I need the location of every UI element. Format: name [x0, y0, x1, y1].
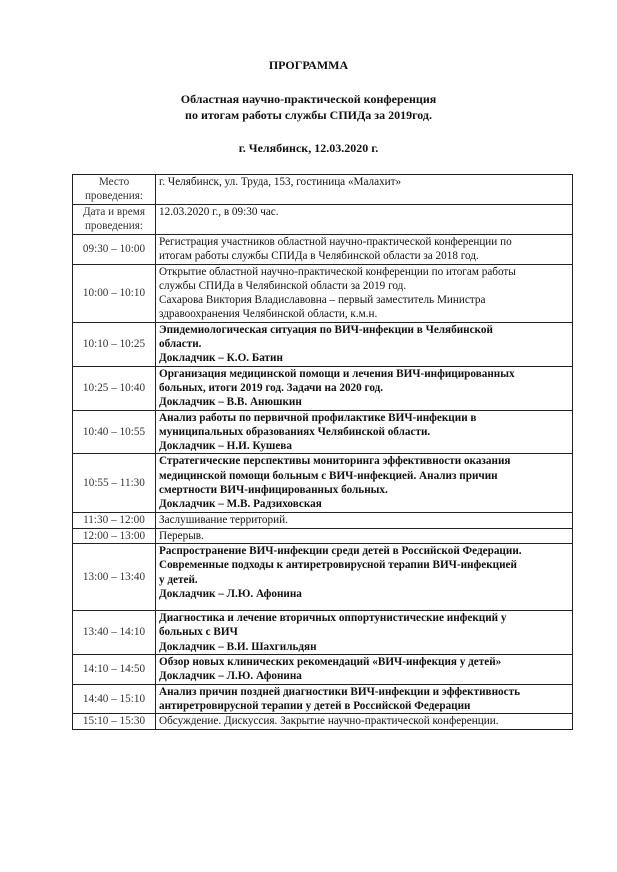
content-line: области.	[159, 338, 202, 351]
content-line: Обсуждение. Дискуссия. Закрытие научно-практической конференции.	[159, 715, 499, 728]
content-cell	[156, 366, 573, 410]
time-cell	[73, 234, 156, 264]
program-row	[73, 528, 573, 543]
program-row	[73, 410, 573, 454]
time-cell	[73, 655, 156, 685]
content-cell	[156, 175, 573, 205]
content-line: Стратегические перспективы мониторинга эффективности оказания	[159, 455, 511, 468]
content-cell	[156, 454, 573, 513]
time-cell	[73, 366, 156, 410]
program-row	[73, 513, 573, 528]
time-cell	[73, 410, 156, 454]
content-line: Обзор новых клинических рекомендаций «ВИЧ-инфекция у детей»	[159, 656, 502, 669]
time-text: проведения:	[84, 190, 144, 203]
content-cell	[156, 234, 573, 264]
content-line: Анализ работы по первичной профилактике ВИЧ-инфекции в	[159, 411, 477, 424]
content-line: здравоохранения Челябинской области, к.м.н.	[159, 308, 378, 321]
time-text: 15:10 – 15:30	[82, 715, 146, 728]
content-line: Распространение ВИЧ-инфекции среди детей в Российской Федерации.	[159, 545, 522, 558]
program-row	[73, 714, 573, 729]
time-text: Дата и время	[83, 205, 145, 218]
content-line: итогам работы службы СПИДа в Челябинской области за 2018 год.	[159, 249, 479, 262]
place-date: г. Челябинск, 12.03.2020 г.	[238, 141, 379, 155]
content-line: г. Челябинск, ул. Труда, 153, гостиница «Малахит»	[159, 176, 402, 188]
content-line: больных с ВИЧ	[159, 626, 238, 639]
time-cell	[73, 544, 156, 611]
time-cell	[73, 684, 156, 714]
time-text: 14:40 – 15:10	[82, 692, 146, 705]
time-text: 11:30 – 12:00	[83, 514, 145, 527]
program-row	[73, 175, 573, 205]
time-text: 09:30 – 10:00	[82, 242, 146, 255]
content-line: Докладчик – Л.Ю. Афонина	[159, 670, 302, 683]
content-line: Докладчик – К.О. Батин	[159, 352, 283, 365]
content-line: Докладчик – Л.Ю. Афонина	[159, 587, 302, 600]
content-line: больных, итоги 2019 год. Задачи на 2020 год.	[159, 381, 384, 394]
content-line: Докладчик – М.В. Радзиховская	[159, 498, 322, 511]
program-table	[72, 174, 573, 730]
time-text: 10:25 – 10:40	[82, 381, 146, 394]
content-cell	[156, 410, 573, 454]
time-cell	[73, 264, 156, 322]
subtitle-line-2: по итогам работы службы СПИДа за 2019год.	[185, 108, 432, 122]
content-line: Докладчик – Н.И. Кушева	[159, 440, 292, 453]
time-text: 10:55 – 11:30	[83, 477, 145, 490]
content-cell	[156, 513, 573, 528]
content-line: Заслушивание территорий.	[159, 514, 288, 527]
time-cell	[73, 322, 156, 366]
content-cell	[156, 655, 573, 685]
program-row	[73, 204, 573, 234]
time-text: 13:40 – 14:10	[82, 626, 146, 639]
time-cell	[73, 175, 156, 205]
content-cell	[156, 322, 573, 366]
content-line: у детей.	[159, 573, 198, 586]
time-text: Место	[98, 176, 130, 188]
content-line: медицинской помощи больным с ВИЧ-инфекцией. Анализ причин	[159, 469, 498, 482]
content-cell	[156, 544, 573, 611]
program-row	[73, 264, 573, 322]
content-line: службы СПИДа в Челябинской области за 2019 год.	[159, 279, 407, 292]
content-line: Перерыв.	[159, 529, 204, 542]
content-line: Диагностика и лечение вторичных оппортунистические инфекций у	[159, 612, 507, 625]
content-line: антиретровирусной терапии у детей в Российской Федерации	[159, 699, 471, 712]
content-line: Организация медицинской помощи и лечения ВИЧ-инфицированных	[159, 367, 515, 380]
time-cell	[73, 454, 156, 513]
content-line: Регистрация участников областной научно-практической конференции по	[159, 235, 512, 248]
time-text: 14:10 – 14:50	[82, 663, 146, 676]
content-line: Эпидемиологическая ситуация по ВИЧ-инфекции в Челябинской	[159, 323, 493, 336]
program-row	[73, 611, 573, 655]
program-row	[73, 322, 573, 366]
time-cell	[73, 528, 156, 543]
content-cell	[156, 528, 573, 543]
program-row	[73, 544, 573, 611]
content-line: Современные подходы к антиретровирусной терапии ВИЧ-инфекцией	[159, 559, 517, 572]
time-text: 12:00 – 13:00	[82, 529, 146, 542]
time-cell	[73, 513, 156, 528]
time-cell	[73, 204, 156, 234]
time-text: 13:00 – 13:40	[82, 570, 146, 583]
program-row	[73, 366, 573, 410]
time-text: проведения:	[84, 220, 144, 233]
content-line: Докладчик – В.И. Шахгильдян	[159, 640, 317, 653]
program-row	[73, 684, 573, 714]
program-row	[73, 234, 573, 264]
content-cell	[156, 714, 573, 729]
content-cell	[156, 684, 573, 714]
program-row	[73, 655, 573, 685]
time-text: 10:40 – 10:55	[82, 425, 146, 438]
content-cell	[156, 204, 573, 234]
program-row	[73, 454, 573, 513]
subtitle-line-1: Областная научно-практической конференция	[180, 92, 437, 106]
content-cell	[156, 611, 573, 655]
content-line: Сахарова Виктория Владиславовна – первый заместитель Министра	[159, 294, 486, 307]
time-text: 10:00 – 10:10	[82, 287, 146, 300]
content-line: смертности ВИЧ-инфицированных больных.	[159, 484, 388, 497]
time-text: 10:10 – 10:25	[82, 338, 146, 351]
content-line: 12.03.2020 г., в 09:30 час.	[159, 205, 279, 218]
content-line: Анализ причин поздней диагностики ВИЧ-инфекции и эффективность	[159, 685, 520, 698]
content-line: Открытие областной научно-практической конференции по итогам работы	[159, 265, 516, 278]
content-line: Докладчик – В.В. Анюшкин	[159, 396, 302, 409]
document-title: ПРОГРАММА	[268, 58, 349, 72]
content-line: муниципальных образованиях Челябинской области.	[159, 425, 431, 438]
content-cell	[156, 264, 573, 322]
time-cell	[73, 714, 156, 729]
time-cell	[73, 611, 156, 655]
